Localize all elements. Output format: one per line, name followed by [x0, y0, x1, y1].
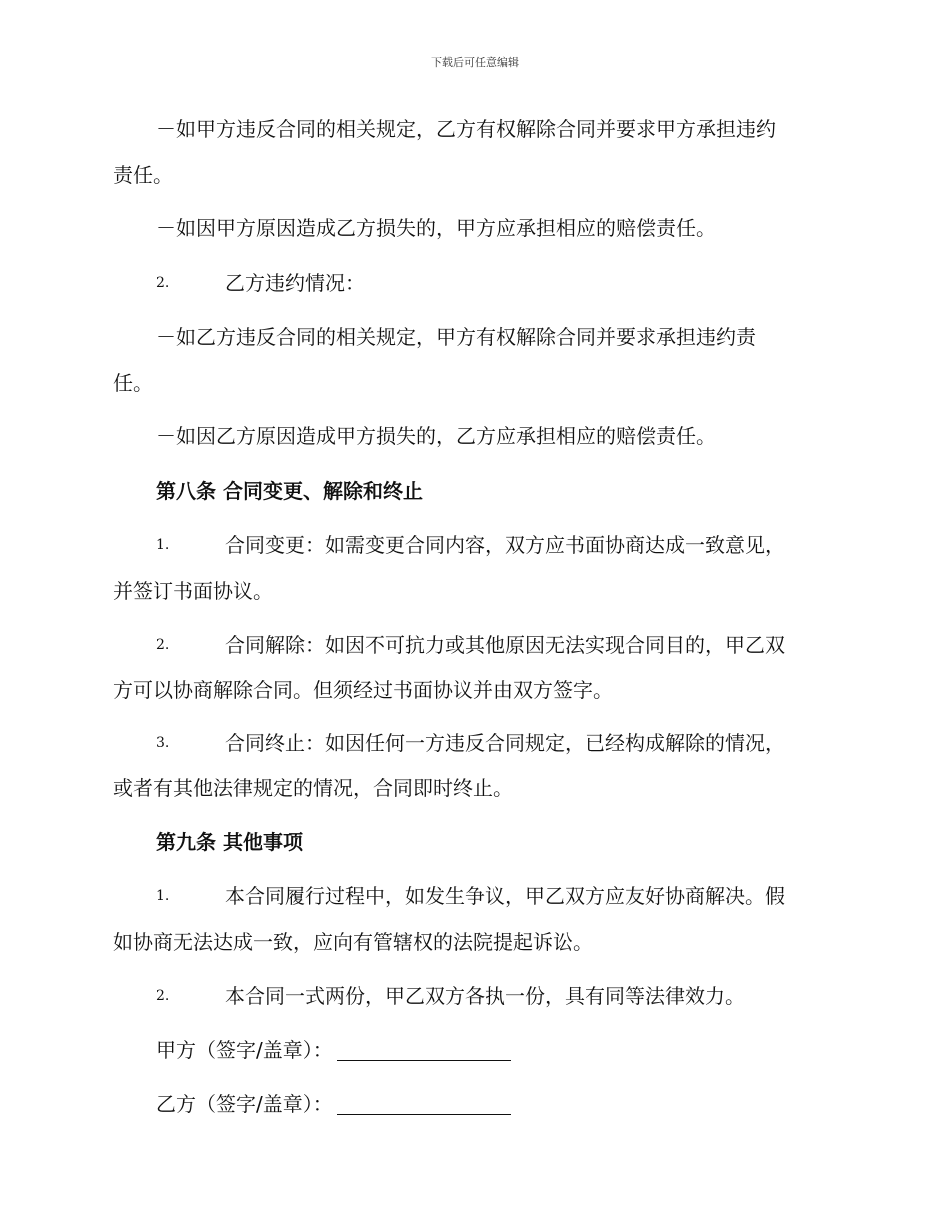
signature-partyB-label: 乙方（签字/盖章）：	[156, 1092, 333, 1116]
breach-clause-partyB-1-line2: 任。	[113, 371, 153, 395]
article8-item3-line2: 或者有其他法律规定的情况，合同即时终止。	[113, 776, 513, 800]
item-number: 2.	[156, 275, 170, 291]
breach-clause-partyB-1-line1: －如乙方违反合同的相关规定，甲方有权解除合同并要求承担违约责	[156, 325, 756, 349]
signature-partyA-label: 甲方（签字/盖章）：	[156, 1038, 333, 1062]
partyB-breach-label: 乙方违约情况：	[225, 271, 365, 295]
article8-item2-line1: 合同解除：如因不可抗力或其他原因无法实现合同目的，甲乙双	[225, 633, 785, 657]
signature-partyA	[156, 1037, 511, 1063]
item-number: 2.	[156, 637, 170, 653]
signature-partyB	[156, 1091, 511, 1117]
signature-partyA-line[interactable]	[337, 1059, 511, 1061]
breach-clause-partyA-1-line2: 责任。	[113, 163, 173, 187]
article9-item1-line1: 本合同履行过程中，如发生争议，甲乙双方应友好协商解决。假	[225, 884, 785, 908]
article9-heading: 第九条 其他事项	[156, 830, 303, 854]
article8-item1-line1: 合同变更：如需变更合同内容，双方应书面协商达成一致意见，	[225, 533, 785, 557]
breach-clause-partyB-2: －如因乙方原因造成甲方损失的，乙方应承担相应的赔偿责任。	[156, 424, 716, 448]
article9-item1-line2: 如协商无法达成一致，应向有管辖权的法院提起诉讼。	[113, 930, 593, 954]
item-number: 1.	[156, 888, 170, 904]
page-header: 下载后可任意编辑	[431, 56, 519, 69]
item-number: 3.	[156, 735, 170, 751]
article9-item2-line1: 本合同一式两份，甲乙双方各执一份，具有同等法律效力。	[225, 984, 745, 1008]
article8-heading: 第八条 合同变更、解除和终止	[156, 479, 423, 503]
item-number: 2.	[156, 988, 170, 1004]
breach-clause-partyA-1-line1: －如甲方违反合同的相关规定，乙方有权解除合同并要求甲方承担违约	[156, 117, 776, 141]
signature-partyB-line[interactable]	[337, 1113, 511, 1115]
article8-item2-line2: 方可以协商解除合同。但须经过书面协议并由双方签字。	[113, 678, 613, 702]
article8-item1-line2: 并签订书面协议。	[113, 579, 273, 603]
breach-clause-partyA-2: －如因甲方原因造成乙方损失的，甲方应承担相应的赔偿责任。	[156, 216, 716, 240]
article8-item3-line1: 合同终止：如因任何一方违反合同规定，已经构成解除的情况，	[225, 731, 785, 755]
item-number: 1.	[156, 537, 170, 553]
